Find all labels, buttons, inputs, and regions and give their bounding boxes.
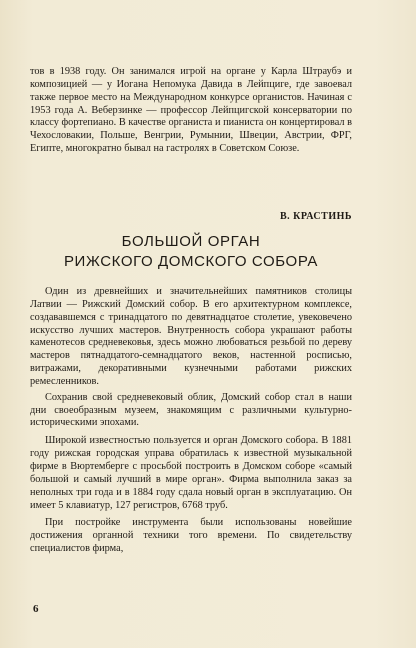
author-signature: В. КРАСТИНЬ [279,211,352,222]
body-text [30,286,352,556]
paragraph-museum: Сохранив свой средневековый облик, Домский собор стал в наши дни своеобразным музеем, знакомящим с различными культурно-историческими эпохами. [30,391,352,429]
section-title [30,232,352,272]
page-number: 6 [33,603,39,615]
paragraph-organ: Широкой известностью пользуется и орган Домского собора. В 1881 году рижская городская управа обратилась к известной музыкальной фирме в Вюртемберге с просьбой построить в Домском соборе «самый большой и самый лучший в мире орган». Фирма выполнила заказ за неполных три года и в 1884 году сдала новый орган в эксплуатацию. Он имеет 5 клавиатур, 127 регистров, 6768 труб. [30,435,352,511]
paragraph-construction: При постройке инструмента были использованы новейшие достижения органной техники того времени. По свидетельству специалистов фирма, [30,517,352,555]
section-title-line-2: РИЖСКОГО ДОМСКОГО СОБОРА [63,253,319,270]
intro-paragraph: тов в 1938 году. Он занимался игрой на органе у Карла Штраубэ и композицией — у Иогана Непомука Давида в Лейпциге, где завоевал также первое место на Международном конкурсе органистов. Начиная с 1953 года А. Веберзинке — профессор Лейпцигской консерватории по классу фортепиано. В качестве органиста и пианиста он концертировал в Чехословакии, Польше, Венгрии, Румынии, Швеции, Австрии, ФРГ, Египте, многократно бывал на гастролях в Советском Союзе. [30,66,352,155]
paragraph-cathedral: Один из древнейших и значительнейших памятников столицы Латвии — Рижский Домский собор. В его архитектурном комплексе, создававшемся с тринадцатого по девятнадцатое столетие, увековечено искусство лучших мастеров. Внутренность собора украшают работы каменотесов средневековья, здесь можно любоваться резьбой по дереву мастеров пятнадцатого-семнадцатого веков, настенной росписью, витражами, декоративными кузнечными работами рижских ремесленников. [30,286,352,387]
section-title-line-1: БОЛЬШОЙ ОРГАН [121,233,261,250]
intro-paragraph-block [30,66,352,156]
